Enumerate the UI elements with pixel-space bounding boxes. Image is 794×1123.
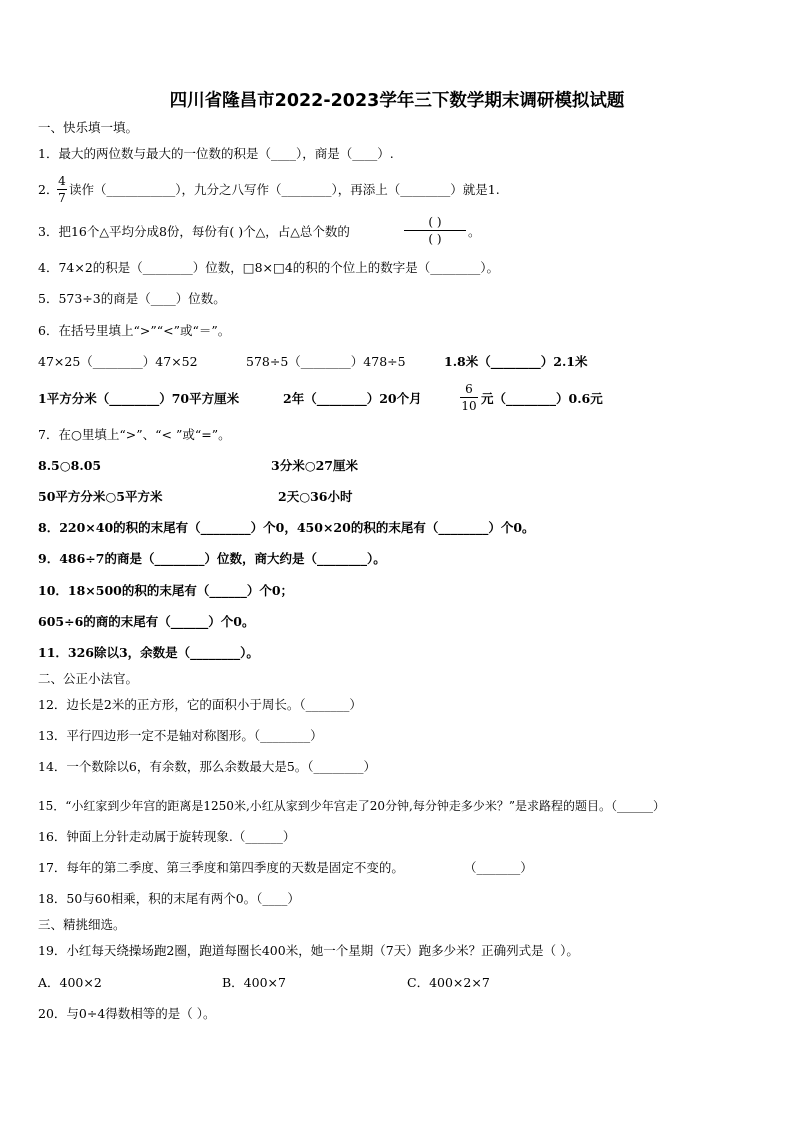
fraction-numerator: 4: [58, 174, 66, 188]
section-heading-3: 三、精挑细选。: [38, 917, 126, 932]
question-6-item-3: 1.8米（________）2.1米: [444, 354, 588, 369]
question-6-item-2: 578÷5（________）478÷5: [246, 354, 406, 369]
question-6-item-5: 2年（________）20个月: [283, 391, 422, 406]
question-16: 16．钟面上分针走动属于旋转现象.（______）: [38, 829, 296, 844]
question-6-item-6: 元（________）0.6元: [481, 391, 603, 406]
question-8: 8．220×40的积的末尾有（________）个0，450×20的积的末尾有（________）个0。: [38, 520, 535, 535]
fraction-denominator: 10: [461, 399, 477, 413]
question-7: 7．在○里填上“>”、“< ”或“=”。: [38, 427, 231, 442]
question-11: 11．326除以3，余数是（________）。: [38, 645, 259, 660]
question-3-fraction: [404, 215, 466, 246]
question-10-line-2: 605÷6的商的末尾有（______）个0。: [38, 614, 255, 629]
fraction-numerator: 6: [465, 382, 473, 396]
question-19: 19．小红每天绕操场跑2圈，跑道每圈长400米，她一个星期（7天）跑多少米？正确列式是（ ）。: [38, 943, 579, 958]
question-17-blank: （_______）: [464, 860, 533, 875]
question-14: 14．一个数除以6，有余数，那么余数最大是5。（________）: [38, 759, 377, 774]
question-19-option-c: C．400×2×7: [407, 975, 490, 990]
question-3-end: 。: [468, 224, 481, 239]
fraction-numerator: ( ): [428, 215, 442, 229]
question-4: 4．74×2的积是（________）位数，□8×□4的积的个位上的数字是（________）。: [38, 260, 500, 275]
question-9: 9．486÷7的商是（________）位数，商大约是（________）。: [38, 551, 386, 566]
question-10-line-1: 10．18×500的积的末尾有（______）个0；: [38, 583, 294, 598]
question-2-text: 读作（___________），九分之八写作（________），再添上（________）就是1.: [69, 182, 500, 197]
question-15: 15．“小红家到少年宫的距离是1250米,小红从家到少年宫走了20分钟,每分钟走多少米？”是求路程的题目。（______）: [38, 799, 665, 813]
question-12: 12．边长是2米的正方形，它的面积小于周长。（_______）: [38, 697, 362, 712]
question-7-item-3: 50平方分米○5平方米: [38, 489, 163, 504]
question-1: 1．最大的两位数与最大的一位数的积是（____），商是（____）.: [38, 146, 394, 161]
question-7-item-4: 2天○36小时: [278, 489, 353, 504]
section-heading-1: 一、快乐填一填。: [38, 120, 139, 135]
question-2-fraction: [57, 174, 67, 205]
question-6-item-4: 1平方分米（________）70平方厘米: [38, 391, 240, 406]
question-13: 13．平行四边形一定不是轴对称图形。（________）: [38, 728, 323, 743]
question-17-text: 17．每年的第二季度、第三季度和第四季度的天数是固定不变的。: [38, 860, 404, 875]
fraction-denominator: 7: [58, 191, 66, 205]
question-6-item-1: 47×25（________）47×52: [38, 354, 198, 369]
question-7-item-2: 3分米○27厘米: [271, 458, 358, 473]
question-7-item-1: 8.5○8.05: [38, 458, 102, 473]
question-18: 18．50与60相乘，积的末尾有两个0。（____）: [38, 891, 300, 906]
fraction-denominator: ( ): [428, 232, 442, 246]
question-3-text: 3．把16个△平均分成8份，每份有( )个△，占△总个数的: [38, 224, 350, 239]
question-5: 5．573÷3的商是（____）位数。: [38, 291, 226, 306]
question-19-option-a: A．400×2: [38, 975, 102, 990]
question-6-fraction: [460, 382, 478, 413]
question-2-number: 2．: [38, 182, 59, 197]
question-20: 20．与0÷4得数相等的是（ ）。: [38, 1006, 216, 1021]
question-6: 6．在括号里填上“>”“<”或“＝”。: [38, 323, 231, 338]
question-19-option-b: B．400×7: [222, 975, 286, 990]
section-heading-2: 二、公正小法官。: [38, 671, 139, 686]
page-title: 四川省隆昌市2022-2023学年三下数学期末调研模拟试题: [169, 91, 625, 111]
